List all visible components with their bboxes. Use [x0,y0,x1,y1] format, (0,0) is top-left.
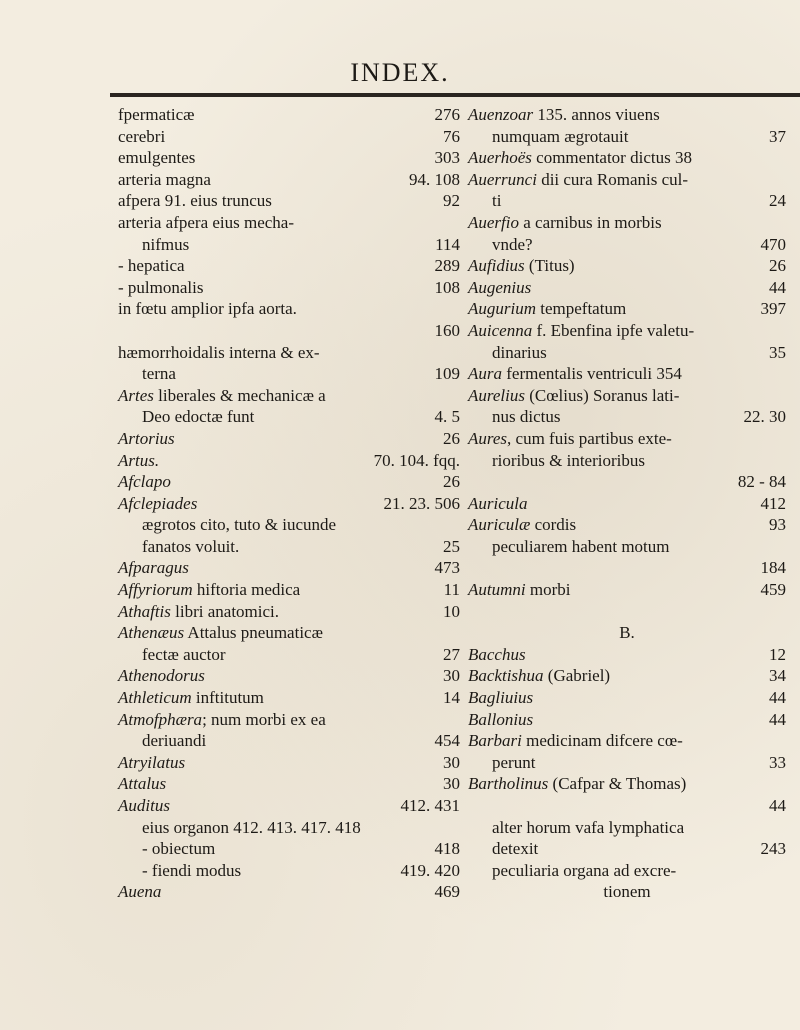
index-entry [118,406,460,428]
index-column-right [468,104,786,903]
index-entry [118,126,460,148]
entry-headword: Athaftis [118,601,171,621]
entry-text [142,730,206,752]
entry-page-ref: 26 [769,256,786,276]
entry-text [118,428,175,450]
entry-page-ref: 82 - 84 [737,472,786,492]
entry-text [118,773,166,795]
entry-rest: Attalus pneumaticæ [184,623,323,643]
index-entry [468,709,786,731]
index-entry [118,838,460,860]
entry-page-ref: 14 [443,688,460,708]
index-entry [118,450,460,472]
index-entry [118,622,460,644]
entry-page-ref: 184 [760,558,786,578]
index-entry [468,860,786,882]
index-entry [468,644,786,666]
index-entry [468,471,786,493]
entry-page-ref: 303 [434,148,460,168]
entry-rest: deriuandi [142,731,207,751]
entry-rest: detexit [492,839,539,859]
entry-text [468,665,610,687]
entry-rest: terna [142,364,176,384]
entry-text [468,622,786,644]
entry-page-ref: 397 [760,299,786,319]
index-entry [468,342,786,364]
index-entry [468,622,786,644]
entry-headword: Attalus [118,774,167,794]
index-entry [468,212,786,234]
entry-rest: (Titus) [524,256,575,276]
entry-rest: - pulmonalis [118,277,204,297]
entry-text [492,342,547,364]
entry-text [468,147,692,169]
index-entry [468,190,786,212]
index-entry [118,212,460,234]
index-entry [118,514,460,536]
header-rule [110,93,800,97]
entry-rest: nus dictus [492,407,561,427]
entry-page-ref: 108 [434,277,460,297]
entry-page-ref: 470 [760,234,786,254]
index-entry [118,644,460,666]
entry-text [118,709,326,731]
entry-page-ref: 93 [769,515,786,535]
index-entry [118,709,460,731]
entry-text [118,385,326,407]
entry-page-ref: 94. 108 [409,169,460,189]
index-entry [468,406,786,428]
entry-page-ref: 24 [769,191,786,211]
entry-page-ref: 76 [443,126,460,146]
entry-page-ref: 12 [769,644,786,664]
entry-rest: in fœtu amplior ipfa aorta. [118,299,297,319]
entry-text [118,795,170,817]
entry-rest: B. [619,623,635,643]
entry-rest: rioribus & interioribus [492,450,645,470]
entry-text [118,601,279,623]
entry-rest: dinarius [492,342,547,362]
entry-rest: liberales & mechanicæ a [153,385,326,405]
entry-page-ref: 27 [443,644,460,664]
index-entry [118,881,460,903]
entry-text [118,212,294,234]
entry-headword: Bagliuius [468,688,534,708]
index-entry [468,428,786,450]
entry-headword: Athenodorus [118,666,205,686]
entry-page-ref: 109 [434,364,460,384]
index-entry [468,493,786,515]
index-entry [468,234,786,256]
entry-headword: Atmofphæra [118,709,203,729]
entry-rest: tempeftatum [536,299,627,319]
entry-rest: (Cafpar & Thomas) [548,774,687,794]
entry-text [492,817,684,839]
entry-text [468,385,679,407]
entry-rest: ; num morbi ex ea [202,709,326,729]
entry-page-ref: 30 [443,666,460,686]
entry-headword: Autumni [468,580,526,600]
entry-page-ref: 412 [760,493,786,513]
entry-rest: fanatos voluit. [142,536,240,556]
index-entry [468,169,786,191]
index-entry [468,579,786,601]
entry-headword: Auena [118,882,162,902]
entry-headword: Backtishua [468,666,544,686]
index-entry [468,838,786,860]
entry-text [142,363,176,385]
entry-text [118,126,165,148]
entry-text [468,277,531,299]
entry-text [468,255,575,277]
entry-rest: - fiendi modus [142,860,242,880]
entry-rest: peculiaria organa ad excre- [492,860,677,880]
index-entry [118,493,460,515]
index-entry [118,730,460,752]
index-entry [468,665,786,687]
entry-page-ref: 114 [435,234,460,254]
entry-rest: (Gabriel) [543,666,611,686]
entry-headword: Athleticum [118,688,192,708]
entry-text [492,536,670,558]
entry-page-ref: 21. 23. 506 [383,493,460,513]
entry-rest: fpermaticæ [118,105,195,124]
entry-page-ref: 25 [443,536,460,556]
entry-text [468,687,533,709]
entry-headword: Augurium [468,299,536,319]
entry-page-ref: 459 [760,580,786,600]
entry-rest: peculiarem habent motum [492,536,670,556]
index-entry [118,860,460,882]
index-entry [468,277,786,299]
entry-text [142,406,254,428]
entry-rest: Deo edoctæ funt [142,407,255,427]
entry-rest: cerebri [118,126,166,146]
entry-rest: ægrotos cito, tuto & iucunde [142,515,337,535]
entry-text [118,255,185,277]
entry-rest: , cum fuis partibus exte- [507,428,672,448]
entry-page-ref: 44 [769,277,786,297]
index-entry [118,385,460,407]
entry-headword: Auenzoar [468,105,534,124]
entry-rest: inftitutum [191,688,264,708]
entry-page-ref: 37 [769,126,786,146]
entry-text [142,860,241,882]
index-entry [468,514,786,536]
entry-page-ref: 243 [760,839,786,859]
entry-text [468,881,786,903]
index-entry [118,104,460,126]
entry-text [118,471,171,493]
index-entry [118,579,460,601]
entry-text [118,557,189,579]
entry-page-ref: 35 [769,342,786,362]
entry-text [492,860,676,882]
entry-page-ref: 44 [769,688,786,708]
entry-text [468,514,576,536]
entry-headword: Auditus [118,796,170,815]
entry-text [118,298,297,320]
entry-rest: - hepatica [118,256,185,276]
entry-text [142,838,215,860]
entry-rest: commentator dictus 38 [531,148,692,168]
index-entry [118,557,460,579]
entry-headword: Athenæus [118,623,185,643]
entry-text [142,514,336,536]
entry-headword: Auriculæ [468,515,531,535]
index-entry [118,190,460,212]
entry-text [118,687,264,709]
index-entry [468,536,786,558]
entry-rest: libri anatomici. [170,601,280,621]
index-entry [468,773,786,795]
entry-text [492,234,533,256]
entry-page-ref: 11 [443,580,460,600]
entry-text [118,147,195,169]
entry-rest: afpera 91. eius truncus [118,191,272,211]
index-entry [468,320,786,342]
entry-rest: - obiectum [142,839,216,859]
entry-page-ref: 418 [434,839,460,859]
entry-rest: alter horum vafa lymphatica [492,817,685,837]
index-entry [118,795,460,817]
entry-headword: Auicenna [468,320,533,340]
entry-headword: Bartholinus [468,774,549,794]
entry-text [118,277,203,299]
entry-page-ref: 44 [769,709,786,729]
entry-headword: Artorius [118,428,175,448]
index-entry [118,342,460,364]
entry-text [118,450,159,472]
entry-page-ref: 289 [434,256,460,276]
entry-text [468,644,526,666]
entry-rest: f. Ebenfina ipfe valetu- [532,320,695,340]
entry-text [468,709,533,731]
index-entry [468,881,786,903]
index-entry [118,773,460,795]
index-entry [118,234,460,256]
entry-page-ref: 160 [434,320,460,340]
index-entry [118,298,460,320]
entry-rest: fermentalis ventriculi 354 [502,364,682,384]
entry-rest: tionem [603,882,651,902]
entry-page-ref: 473 [434,558,460,578]
entry-rest: a carnibus in morbis [519,212,662,232]
entry-headword: Affyriorum [118,580,193,600]
index-entry [468,385,786,407]
entry-headword: Afclepiades [118,493,198,513]
index-entry [118,817,460,839]
entry-text [468,212,662,234]
entry-page-ref: 22. 30 [743,407,786,427]
entry-text [118,622,323,644]
index-entry [118,687,460,709]
entry-headword: Artus. [118,450,160,470]
entry-headword: Ballonius [468,709,534,729]
entry-page-ref: 44 [769,796,786,815]
index-entry [118,169,460,191]
index-entry [118,752,460,774]
entry-headword: Barbari [468,731,522,751]
entry-text [118,493,197,515]
index-entry [118,277,460,299]
entry-headword: Auerrunci [468,169,537,189]
index-entry [468,255,786,277]
entry-text [468,363,682,385]
entry-page-ref: 26 [443,472,460,492]
entry-text [468,428,672,450]
entry-rest: hæmorrhoidalis interna & ex- [118,342,320,362]
entry-headword: Atryilatus [118,752,186,772]
index-entry [468,450,786,472]
index-entry [468,730,786,752]
entry-text [468,298,626,320]
entry-page-ref: 10 [443,601,460,621]
entry-page-ref: 30 [443,774,460,794]
index-entry [118,363,460,385]
index-entry [468,601,786,623]
entry-rest: vnde? [492,234,533,254]
entry-text [118,881,161,903]
entry-headword: Afclapo [118,472,171,492]
entry-text [118,104,194,126]
entry-page-ref: 276 [434,105,460,124]
entry-rest: hiftoria medica [192,580,301,600]
index-entry [118,536,460,558]
entry-text [142,817,361,839]
entry-text [118,342,320,364]
index-entry [468,752,786,774]
entry-page-ref: 33 [769,752,786,772]
entry-rest: cordis [530,515,577,535]
entry-text [468,493,528,515]
index-entry [468,147,786,169]
index-entry [118,428,460,450]
entry-headword: Auerhoës [468,148,532,168]
page-header: INDEX. [350,58,450,87]
index-entry [468,817,786,839]
entry-headword: Aura [468,364,502,384]
index-entry [118,601,460,623]
entry-page-ref: 454 [434,731,460,751]
index-entry [118,665,460,687]
entry-rest: (Cœlius) Soranus lati- [524,385,680,405]
entry-text [492,752,535,774]
entry-rest: emulgentes [118,148,196,168]
entry-page-ref: 34 [769,666,786,686]
entry-page-ref: 469 [434,882,460,902]
index-entry [118,320,460,342]
entry-text [468,169,688,191]
index-entry [118,255,460,277]
index-entry [468,298,786,320]
entry-text [142,536,239,558]
entry-page-ref: 26 [443,428,460,448]
entry-rest: perunt [492,752,536,772]
entry-text [492,406,560,428]
entry-page-ref: 92 [443,191,460,211]
entry-text [142,234,189,256]
entry-headword: Bacchus [468,644,526,664]
index-column-left [118,104,460,903]
entry-text [142,644,226,666]
index-entry [468,687,786,709]
index-entry [468,126,786,148]
entry-headword: Aures [468,428,508,448]
entry-text [468,773,686,795]
entry-rest: morbi [525,580,571,600]
entry-rest: eius organon 412. 413. 417. 418 [142,817,361,837]
entry-page-ref: 419. 420 [400,860,460,880]
entry-rest: 135. annos viuens [533,105,660,124]
entry-text [468,104,660,126]
index-entry [468,557,786,579]
entry-text [118,665,205,687]
entry-headword: Auricula [468,493,528,513]
entry-page-ref: 70. 104. fqq. [373,450,460,470]
entry-headword: Aufidius [468,256,525,276]
entry-rest: numquam ægrotauit [492,126,629,146]
entry-rest: nifmus [142,234,190,254]
entry-text [468,730,683,752]
entry-text [118,190,272,212]
entry-page-ref: 412. 431 [400,796,460,815]
index-entry [468,104,786,126]
entry-rest: medicinam difcere cœ- [521,731,683,751]
entry-text [492,838,538,860]
entry-text [118,752,185,774]
entry-text [118,169,211,191]
entry-headword: Afparagus [118,558,189,578]
entry-text [492,190,501,212]
entry-headword: Auerfio [468,212,519,232]
entry-rest: arteria afpera eius mecha- [118,212,295,232]
entry-rest: ti [492,191,502,211]
entry-page-ref: 4. 5 [434,407,460,427]
index-entry [118,471,460,493]
entry-text [492,450,645,472]
entry-text [492,126,628,148]
index-entry [468,795,786,817]
index-entry [118,147,460,169]
entry-headword: Aurelius [468,385,525,405]
entry-rest: dii cura Romanis cul- [536,169,689,189]
entry-headword: Artes [118,385,154,405]
entry-text [468,320,694,342]
index-entry [468,363,786,385]
entry-page-ref: 30 [443,752,460,772]
entry-text [468,579,570,601]
entry-rest: arteria magna [118,169,211,189]
entry-rest: fectæ auctor [142,644,226,664]
entry-text [118,579,300,601]
entry-headword: Augenius [468,277,532,297]
